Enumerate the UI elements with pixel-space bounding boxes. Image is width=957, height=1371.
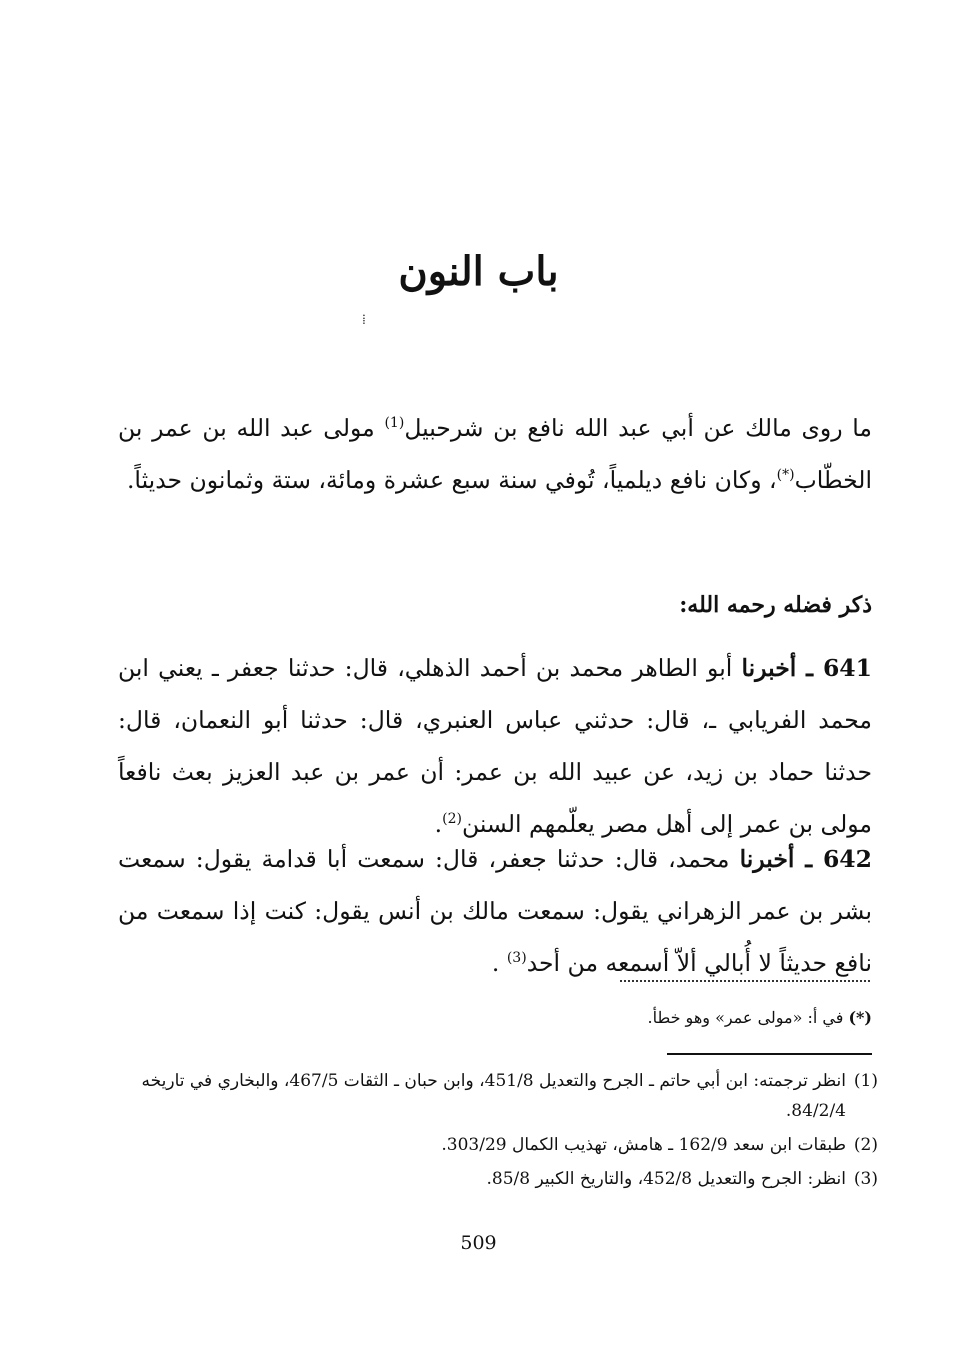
star-note-text: في أ: «مولى عمر» وهو خطأ. bbox=[647, 1008, 849, 1027]
hadith-dash: ـ bbox=[796, 654, 823, 682]
hadith-642 bbox=[118, 833, 872, 989]
star-note-mark: (*) bbox=[848, 1008, 872, 1027]
footnote-text: انظر ترجمته: ابن أبي حاتم ـ الجرح والتعديل 451/8، وابن حبان ـ الثقات 467/5، والبخاري في تاريخه 84/2/4. bbox=[141, 1071, 846, 1121]
hadith-end: . bbox=[434, 810, 443, 838]
hadith-text: أبو الطاهر محمد بن أحمد الذهلي، قال: حدثنا جعفر ـ يعني ابن محمد الفريابي ـ، قال: حدثني عباس العنبري، قال: حدثنا أبو النعمان، قال: حدثنا حماد بن زيد، عن عبيد الله بن عمر: أن عمر بن عبد العزيز بعث نافعاً مولى بن عمر إلى أهل مصر يعلّمهم السنن bbox=[118, 654, 872, 838]
footnote-text: طبقات ابن سعد 162/9 ـ هامش، تهذيب الكمال 303/29. bbox=[441, 1135, 846, 1155]
hadith-dash: ـ bbox=[794, 845, 823, 873]
footnotes bbox=[118, 1066, 878, 1198]
dotted-separator bbox=[620, 980, 870, 982]
hadith-number: 642 bbox=[822, 845, 872, 873]
chapter-title: باب النون bbox=[398, 248, 559, 295]
hadith-641 bbox=[118, 642, 872, 850]
intro-text-1: ما روى مالك عن أبي عبد الله نافع بن شرحبيل bbox=[404, 414, 873, 442]
hadith-end: . bbox=[491, 949, 507, 977]
footnote-text: انظر: الجرح والتعديل 452/8، والتاريخ الكبير 85/8. bbox=[486, 1169, 846, 1189]
footnote-ref-3: (3) bbox=[506, 950, 527, 967]
intro-paragraph bbox=[118, 402, 872, 506]
footnote-ref-2: (2) bbox=[442, 811, 462, 828]
footnote-ref-star: (*) bbox=[776, 467, 795, 484]
hadith-text: محمد، قال: حدثنا جعفر، قال: سمعت أبا قدامة يقول: سمعت بشر بن عمر الزهراني يقول: سمعت مالك بن أنس يقول: كنت إذا سمعت من نافع حديثاً لا أُبالي ألاّ أسمعه من أحد bbox=[118, 845, 872, 977]
star-note bbox=[118, 1004, 872, 1032]
footnote-number: (3) bbox=[853, 1169, 878, 1189]
hadith-number: 641 bbox=[822, 654, 872, 682]
footnote-number: (2) bbox=[853, 1135, 878, 1155]
section-heading: ذكر فضله رحمه الله: bbox=[679, 592, 872, 618]
footnote-item bbox=[118, 1130, 878, 1160]
hadith-lead: أخبرنا bbox=[739, 845, 795, 873]
hadith-lead: أخبرنا bbox=[741, 654, 797, 682]
footnote-item bbox=[118, 1164, 878, 1194]
footnote-ref-1: (1) bbox=[384, 415, 405, 432]
page-number: 509 bbox=[460, 1232, 497, 1254]
stray-mark: ⁞ bbox=[362, 312, 366, 328]
intro-text-3: ، وكان نافع ديلمياً، تُوفي سنة سبع عشرة ومائة، ستة وثمانون حديثاً. bbox=[126, 466, 777, 494]
footnote-number: (1) bbox=[853, 1071, 878, 1091]
footnote-item bbox=[118, 1066, 878, 1126]
intro-text-2: مولى عبد الله بن عمر بن الخطّاب bbox=[118, 414, 872, 494]
footnote-rule bbox=[667, 1053, 872, 1055]
